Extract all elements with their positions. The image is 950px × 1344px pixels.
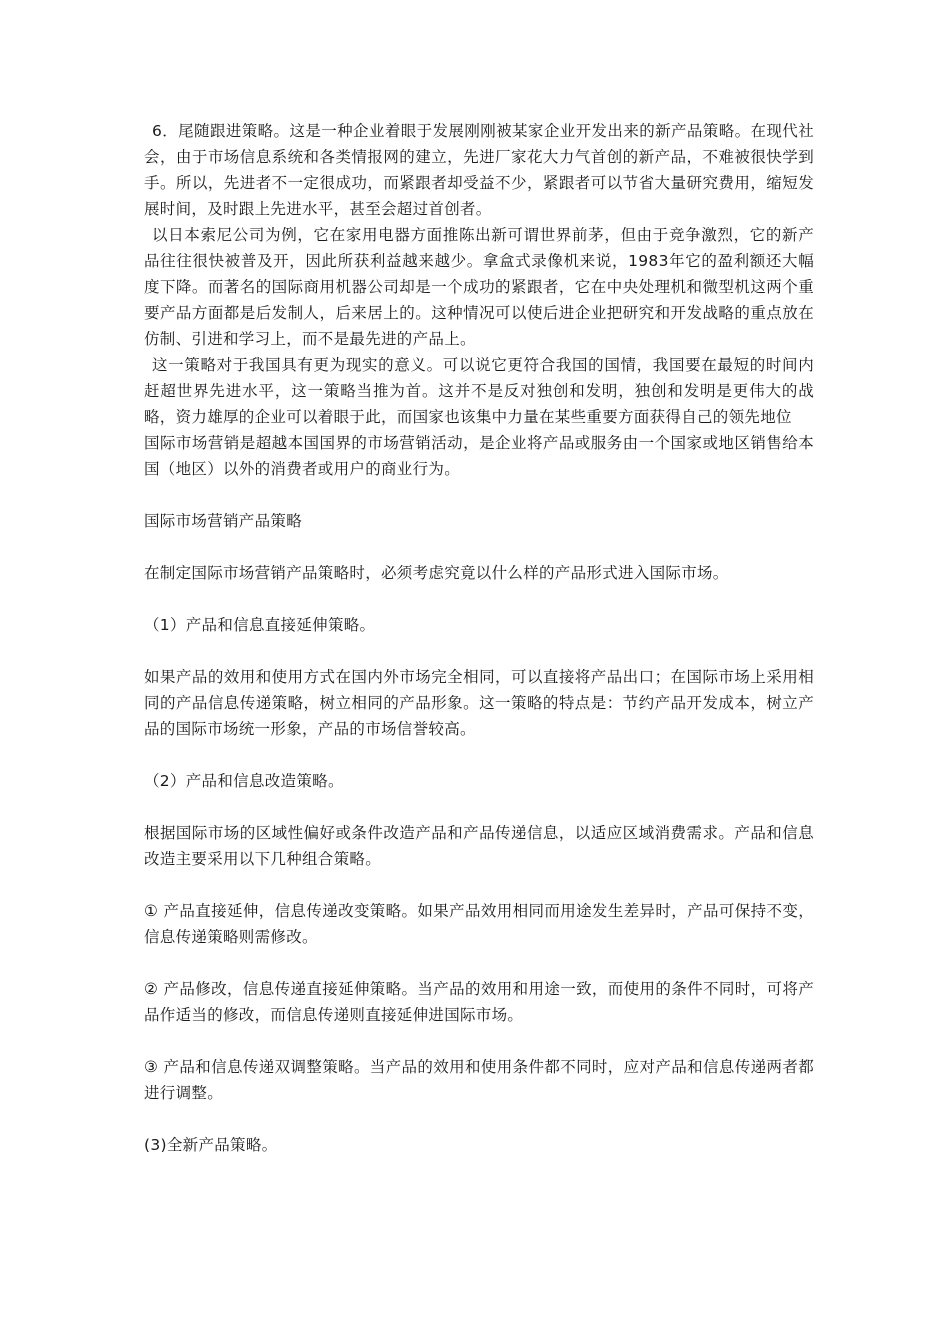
paragraph-strategy-intro: 在制定国际市场营销产品策略时，必须考虑究竟以什么样的产品形式进入国际市场。 <box>144 564 729 582</box>
spacer <box>144 586 814 612</box>
list-item-2: ② 产品修改，信息传递直接延伸策略。当产品的效用和用途一致，而使用的条件不同时，可将产品作适当的修改，而信息传递则直接延伸进国际市场。 <box>144 980 814 1024</box>
list-item-3: ③ 产品和信息传递双调整策略。当产品的效用和使用条件都不同时，应对产品和信息传递两者都进行调整。 <box>144 1058 814 1102</box>
paragraph-china-significance: 这一策略对于我国具有更为现实的意义。可以说它更符合我国的国情，我国要在最短的时间内赶超世界先进水平，这一策略当推为首。这并不是反对独创和发明，独创和发明是更伟大的战略，资力雄厚的企业可以着眼于此，而国家也该集中力量在某些重要方面获得自己的领先地位 <box>144 356 814 426</box>
spacer <box>144 1028 814 1054</box>
spacer <box>144 950 814 976</box>
spacer <box>144 482 814 508</box>
subheading-new-product: (3)全新产品策略。 <box>144 1136 278 1154</box>
spacer <box>144 638 814 664</box>
paragraph-direct-extension: 如果产品的效用和使用方式在国内外市场完全相同，可以直接将产品出口；在国际市场上采用相同的产品信息传递策略，树立相同的产品形象。这一策略的特点是：节约产品开发成本，树立产品的国际市场统一形象，产品的市场信誉较高。 <box>144 668 814 738</box>
paragraph-sony-example: 以日本索尼公司为例，它在家用电器方面推陈出新可谓世界前茅，但由于竞争激烈，它的新产品往往很快被普及开，因此所获利益越来越少。拿盒式录像机来说，1983年它的盈利额还大幅度下降。而著名的国际商用机器公司却是一个成功的紧跟者，它在中央处理机和微型机这两个重要产品方面都是后发制人，后来居上的。这种情况可以使后进企业把研究和开发战略的重点放在仿制、引进和学习上，而不是最先进的产品上。 <box>144 226 814 348</box>
list-item-1: ① 产品直接延伸，信息传递改变策略。如果产品效用相同而用途发生差异时，产品可保持不变，信息传递策略则需修改。 <box>144 902 814 946</box>
subheading-direct-extension: （1）产品和信息直接延伸策略。 <box>144 616 376 634</box>
paragraph-intl-marketing-definition: 国际市场营销是超越本国国界的市场营销活动，是企业将产品或服务由一个国家或地区销售给本国（地区）以外的消费者或用户的商业行为。 <box>144 434 814 478</box>
paragraph-follower-strategy: 6．尾随跟进策略。这是一种企业着眼于发展刚刚被某家企业开发出来的新产品策略。在现代社会，由于市场信息系统和各类情报网的建立，先进厂家花大力气首创的新产品，不难被很快学到手。所以，先进者不一定很成功，而紧跟者却受益不少，紧跟者可以节省大量研究费用，缩短发展时间，及时跟上先进水平，甚至会超过首创者。 <box>144 122 814 218</box>
section-heading-product-strategy: 国际市场营销产品策略 <box>144 512 303 530</box>
spacer <box>144 534 814 560</box>
spacer <box>144 794 814 820</box>
spacer <box>144 872 814 898</box>
document-page <box>144 118 814 1158</box>
subheading-adaptation: （2）产品和信息改造策略。 <box>144 772 344 790</box>
spacer <box>144 742 814 768</box>
paragraph-adaptation: 根据国际市场的区域性偏好或条件改造产品和产品传递信息，以适应区域消费需求。产品和信息改造主要采用以下几种组合策略。 <box>144 824 814 868</box>
spacer <box>144 1106 814 1132</box>
